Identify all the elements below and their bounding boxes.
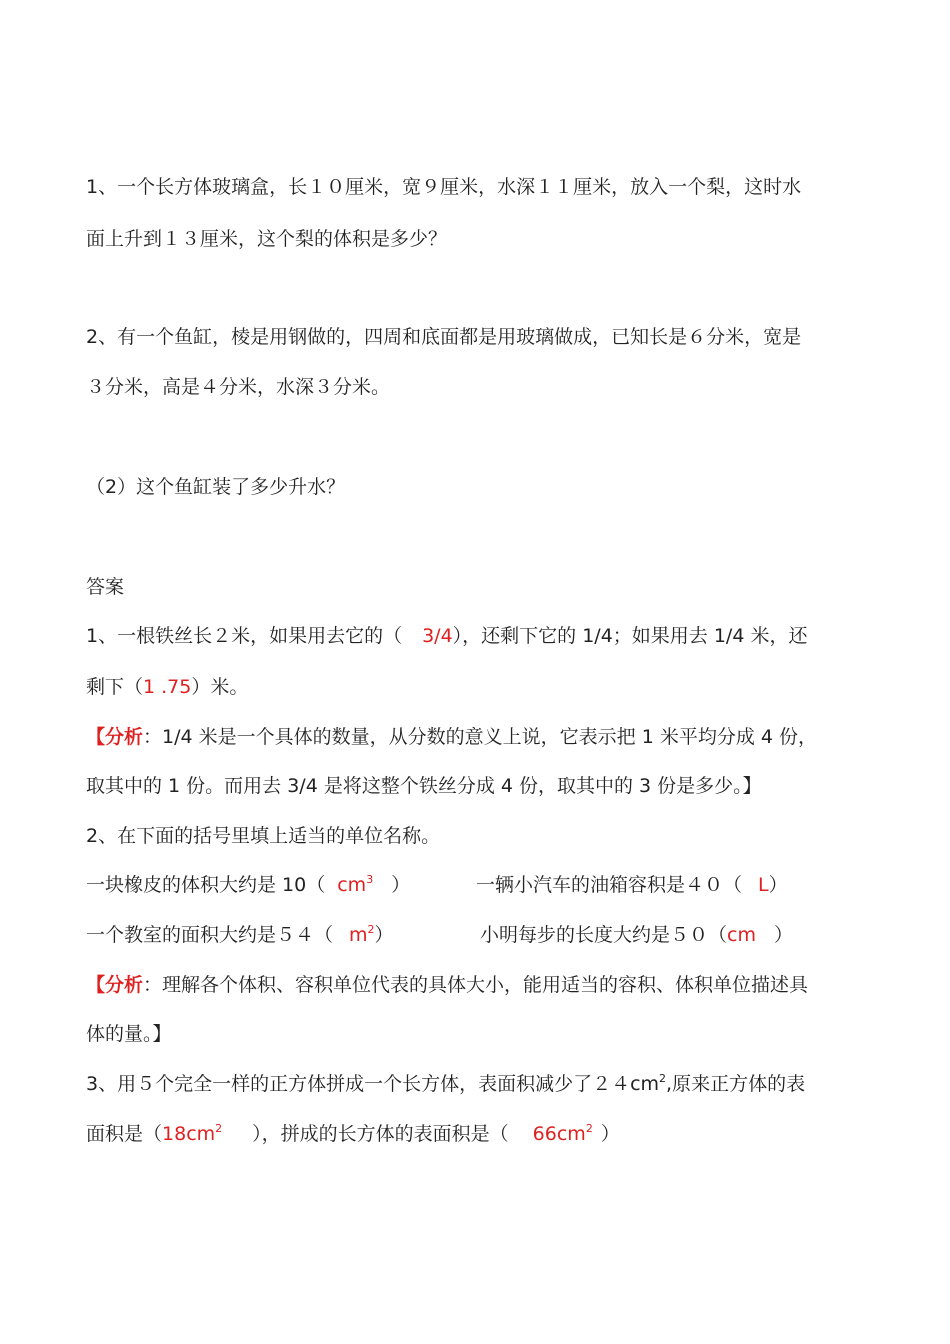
answer-2-analysis-line-1 <box>86 972 808 998</box>
answer-2-row-2-right <box>480 922 793 948</box>
analysis-label: 分析 <box>105 974 144 996</box>
answer-1-analysis-line-1 <box>86 724 817 750</box>
answer-2-row-1-fill-1 <box>337 874 373 896</box>
answer-3-unit-2: 66cm <box>532 1123 586 1145</box>
answer-2-row-1-text-c: 一辆小汽车的油箱容积是４０（ <box>476 874 743 896</box>
question-2-sub-2: （2）这个鱼缸装了多少升水？ <box>86 476 346 498</box>
answer-3-text-c: 面积是（ <box>86 1123 163 1145</box>
analysis-text: ：理解各个体积、容积单位代表的具体大小，能用适当的容积、体积单位描述具 <box>143 974 809 996</box>
answer-2-row-1-text-a: 一块橡皮的体积大约是 10（ <box>86 874 326 896</box>
answer-3-sup-3: 2 <box>585 1122 593 1135</box>
question-2-line-2: ３分米，高是４分米，水深３分米。 <box>86 376 391 398</box>
answer-2-row-2-close-1: ） <box>374 924 394 946</box>
analysis-text: ：1/4 米是一个具体的数量，从分数的意义上说，它表示把 1 米平均分成 4 份， <box>143 726 817 748</box>
answer-2-row-1-fill-2: L <box>758 874 769 896</box>
answer-2-row-2-fill-2: cm <box>727 924 756 946</box>
answer-1-line-2 <box>86 674 248 700</box>
answer-1-text-d: ）米。 <box>191 676 249 698</box>
answer-3-line-2 <box>86 1121 620 1147</box>
answer-2-analysis-line-2: 体的量。】 <box>86 1023 172 1045</box>
answer-3-text-e: ） <box>600 1123 620 1145</box>
answer-1-text-c: 剩下（ <box>86 676 144 698</box>
question-1-line-2: 面上升到１３厘米，这个梨的体积是多少？ <box>86 228 448 250</box>
analysis-bracket: 【 <box>86 726 106 748</box>
answer-2-row-1-close-1: ） <box>391 874 411 896</box>
answer-1-fill-2: 1 .75 <box>143 676 192 698</box>
answer-1-text-a: 1、一根铁丝长２米，如果用去它的（ <box>86 625 403 647</box>
question-2-line-1: 2、有一个鱼缸，棱是用钢做的，四周和底面都是用玻璃做成，已知长是６分米，宽是 <box>86 326 802 348</box>
answer-3-text-a: 3、用５个完全一样的正方体拼成一个长方体，表面积减少了２４cm <box>86 1073 660 1095</box>
answer-3-line-1 <box>86 1071 805 1097</box>
analysis-bracket: 【 <box>86 974 106 996</box>
answer-1-fill-1: 3/4 <box>422 625 453 647</box>
answer-2-row-1-unit: cm <box>337 874 367 896</box>
analysis-label: 分析 <box>105 726 144 748</box>
answer-2-row-1 <box>86 872 410 898</box>
answer-1-line-1 <box>86 623 807 649</box>
answer-3-text-d: ），拼成的长方体的表面积是（ <box>252 1123 509 1145</box>
answer-3-sup-2: 2 <box>215 1122 223 1135</box>
answer-3-unit-1: 18cm <box>162 1123 216 1145</box>
answer-2-row-2 <box>86 922 394 948</box>
answer-2-row-1-sup: 3 <box>366 873 374 886</box>
answer-3-fill-2 <box>533 1123 593 1145</box>
answer-3-text-b: ,原来正方体的表 <box>666 1073 806 1095</box>
answer-2-row-2-fill-1 <box>349 924 375 946</box>
answer-2-row-2-text-c: 小明每步的长度大约是５０（ <box>480 924 728 946</box>
answer-2-row-1-close-2: ） <box>768 874 788 896</box>
answer-1-text-b: ），还剩下它的 1/4；如果用去 1/4 米，还 <box>452 625 808 647</box>
answer-2-title: 2、在下面的括号里填上适当的单位名称。 <box>86 825 441 847</box>
answer-3-sup-1: 2 <box>659 1072 667 1085</box>
answer-2-row-1-right <box>476 872 788 898</box>
answers-heading: 答案 <box>86 576 125 598</box>
answer-2-row-2-close-2: ） <box>773 924 793 946</box>
answer-1-analysis-line-2: 取其中的 1 份。而用去 3/4 是将这整个铁丝分成 4 份，取其中的 3 份是多少。】 <box>86 775 762 797</box>
answer-2-row-2-unit: m <box>349 924 368 946</box>
question-1-line-1: 1、一个长方体玻璃盒，长１０厘米，宽９厘米，水深１１厘米，放入一个梨，这时水 <box>86 176 802 198</box>
answer-2-row-2-text-a: 一个教室的面积大约是５４（ <box>86 924 334 946</box>
answer-3-fill-1 <box>162 1123 222 1145</box>
answer-2-row-2-sup: 2 <box>367 923 375 936</box>
